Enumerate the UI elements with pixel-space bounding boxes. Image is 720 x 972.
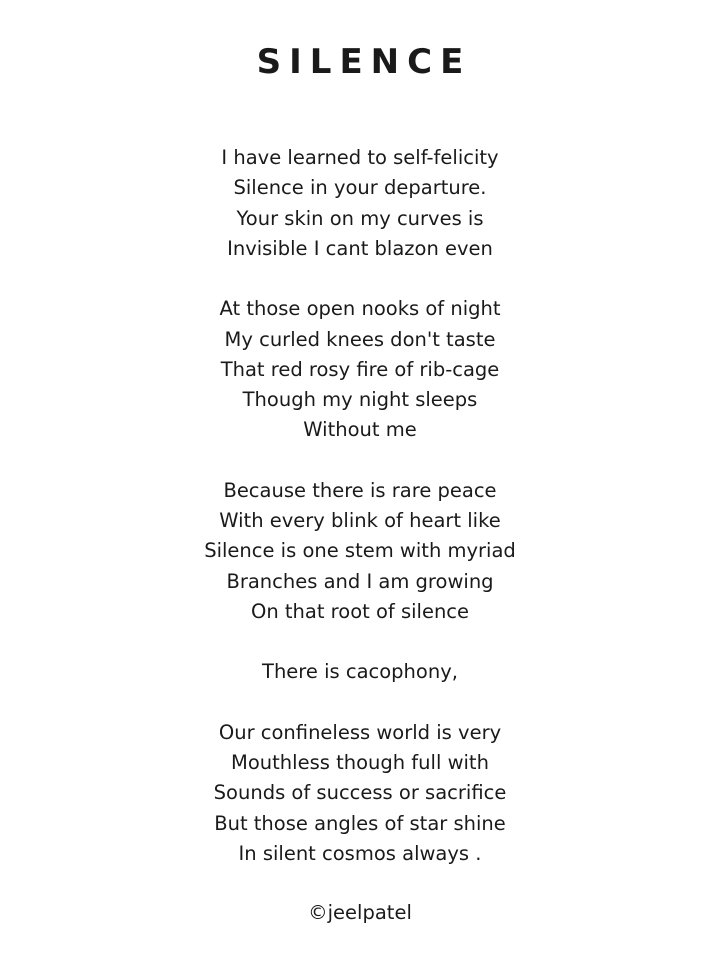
poem-line: Mouthless though full with [231, 751, 489, 774]
stanza-spacer [0, 264, 720, 294]
poem-line: Silence in your departure. [233, 176, 487, 200]
poem-line: Your skin on my curves is [236, 206, 484, 230]
poem-line: Though my night sleeps [242, 388, 478, 411]
poem-line: Invisible I cant blazon even [227, 236, 493, 260]
poem-line: But those angles of star shine [214, 811, 506, 835]
stanza-spacer [0, 446, 720, 476]
poem-line: Silence is one stem with myriad [204, 539, 516, 563]
stanza-spacer [0, 688, 720, 718]
poem-body [0, 143, 720, 869]
poem-line: Branches and I am growing [226, 569, 494, 593]
poem-line: Sounds of success or sacrifice [213, 781, 507, 805]
poem-line: On that root of silence [250, 599, 470, 623]
stanza-1 [0, 143, 720, 264]
poem-title: SILENCE [256, 42, 472, 82]
stanza-spacer [0, 627, 720, 657]
poem-line: With every blink of heart like [219, 509, 501, 532]
poem-line: In silent cosmos always . [238, 841, 482, 865]
poem-line: That red rosy fire of rib-cage [220, 357, 500, 381]
stanza-5 [0, 718, 720, 869]
poem-line: At those open nooks of night [219, 297, 501, 321]
stanza-3 [0, 476, 720, 627]
author-signature: ©jeelpatel [308, 901, 412, 924]
poem-line: There is cacophony, [262, 660, 458, 684]
poem-line: My curled knees don't taste [224, 327, 496, 351]
stanza-2 [0, 294, 720, 445]
poem-line: Our confineless world is very [218, 720, 502, 744]
poem-line: Without me [303, 418, 417, 442]
poem-line: Because there is rare peace [223, 478, 497, 502]
poem-line: I have learned to self-felicity [221, 146, 499, 169]
stanza-4 [0, 657, 720, 687]
